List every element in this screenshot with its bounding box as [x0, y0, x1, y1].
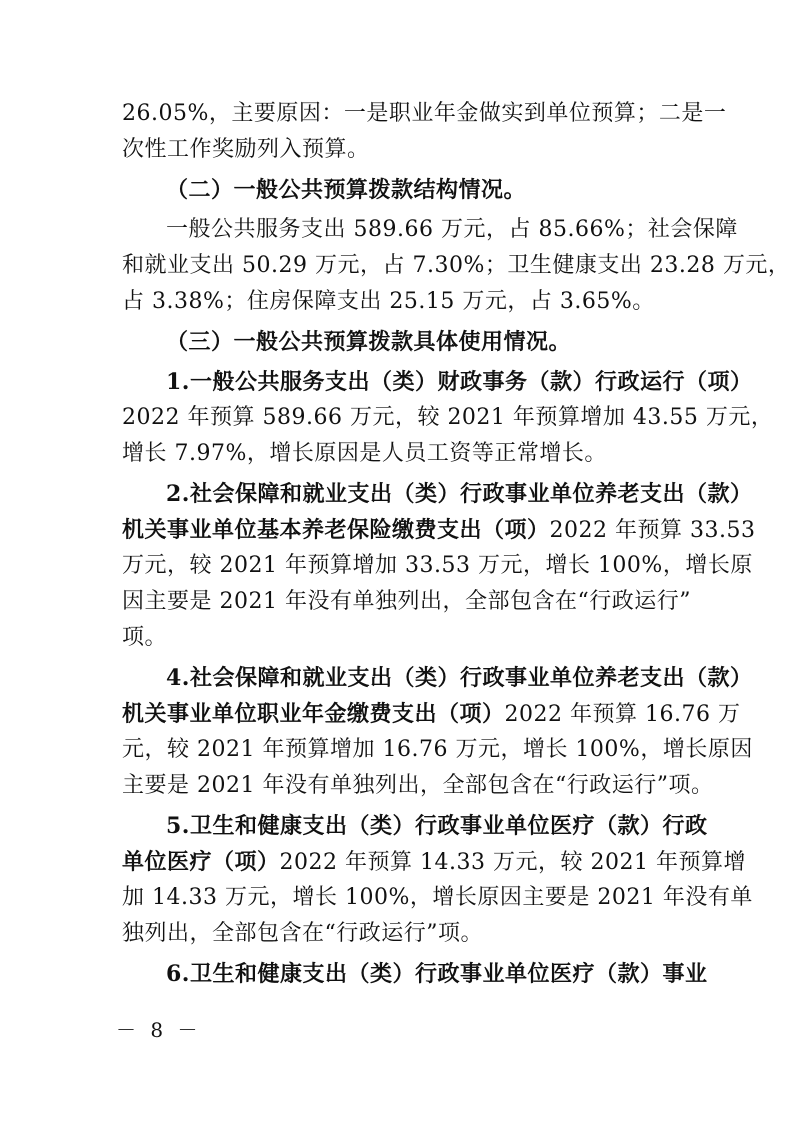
section-heading-usage	[122, 324, 682, 360]
item-title-line	[122, 956, 708, 992]
item-text: 增长 7.97%，增长原因是人员工资等正常增长。	[122, 441, 607, 466]
item-administrative-medical	[122, 808, 753, 952]
text-line	[122, 436, 682, 472]
text-line	[122, 916, 682, 952]
item-text: 独列出，全部包含在“行政运行”项。	[122, 921, 483, 946]
item-general-public-services	[122, 364, 774, 472]
item-basic-pension-insurance	[122, 476, 756, 656]
item-title-line	[122, 476, 753, 512]
text-line: 次性工作奖励列入预算。	[122, 137, 370, 162]
item-text: 2022 年预算 16.76 万	[504, 702, 741, 727]
item-text: 因主要是 2021 年没有单独列出，全部包含在“行政运行”	[122, 589, 691, 614]
item-text: 元，较 2021 年预算增加 16.76 万元，增长 100%，增长原因	[122, 737, 753, 762]
text-line	[122, 548, 753, 584]
item-institution-medical	[122, 956, 708, 992]
section-heading: （二）一般公共预算拨款结构情况。	[166, 177, 527, 203]
text-line	[122, 880, 753, 916]
text-line: 和就业支出 50.29 万元，占 7.30%；卫生健康支出 23.28 万元，	[122, 253, 791, 278]
section-heading: （三）一般公共预算拨款具体使用情况。	[166, 329, 572, 355]
section-heading-structure	[122, 172, 682, 208]
item-title-bold: 单位医疗（项）	[122, 849, 280, 875]
item-title-bold: 2.社会保障和就业支出（类）行政事业单位养老支出（款）	[166, 481, 753, 507]
item-title-bold: 5.卫生和健康支出（类）行政事业单位医疗（款）行政	[166, 813, 708, 839]
text-line	[122, 512, 756, 548]
page-number: － 8 －	[116, 1018, 202, 1042]
item-title-bold: 6.卫生和健康支出（类）行政事业单位医疗（款）事业	[166, 961, 708, 987]
text-line: 占 3.38%；住房保障支出 25.15 万元，占 3.65%。	[122, 289, 655, 314]
item-title-line	[122, 364, 753, 400]
item-text: 加 14.33 万元，增长 100%，增长原因主要是 2021 年没有单	[122, 885, 753, 910]
item-title-bold: 机关事业单位基本养老保险缴费支出（项）	[122, 517, 550, 543]
item-text: 项。	[122, 625, 168, 650]
item-title-bold: 机关事业单位职业年金缴费支出（项）	[122, 701, 505, 727]
item-text: 万元，较 2021 年预算增加 33.53 万元，增长 100%，增长原	[122, 553, 753, 578]
text-line	[122, 620, 682, 656]
item-text: 2022 年预算 14.33 万元，较 2021 年预算增	[279, 850, 746, 875]
text-line	[122, 844, 746, 880]
paragraph-expenditure-structure	[122, 212, 791, 320]
paragraph-budget-change-reasons	[122, 96, 727, 168]
document-body	[122, 96, 791, 996]
text-line	[122, 400, 774, 436]
item-title-line	[122, 808, 708, 844]
item-title-line	[122, 660, 753, 696]
text-line: 一般公共服务支出 589.66 万元，占 85.66%；社会保障	[166, 217, 738, 242]
item-text: 2022 年预算 33.53	[549, 518, 756, 543]
item-text: 2022 年预算 589.66 万元，较 2021 年预算增加 43.55 万元，	[122, 405, 774, 430]
item-occupational-annuity	[122, 660, 753, 804]
text-line	[122, 732, 753, 768]
text-line	[122, 584, 691, 620]
text-line	[122, 696, 741, 732]
text-line: 26.05%，主要原因：一是职业年金做实到单位预算；二是一	[122, 101, 727, 126]
item-title-bold: 1.一般公共服务支出（类）财政事务（款）行政运行（项）	[166, 369, 753, 395]
item-text: 主要是 2021 年没有单独列出，全部包含在“行政运行”项。	[122, 773, 714, 798]
text-line	[122, 768, 714, 804]
item-title-bold: 4.社会保障和就业支出（类）行政事业单位养老支出（款）	[166, 665, 753, 691]
